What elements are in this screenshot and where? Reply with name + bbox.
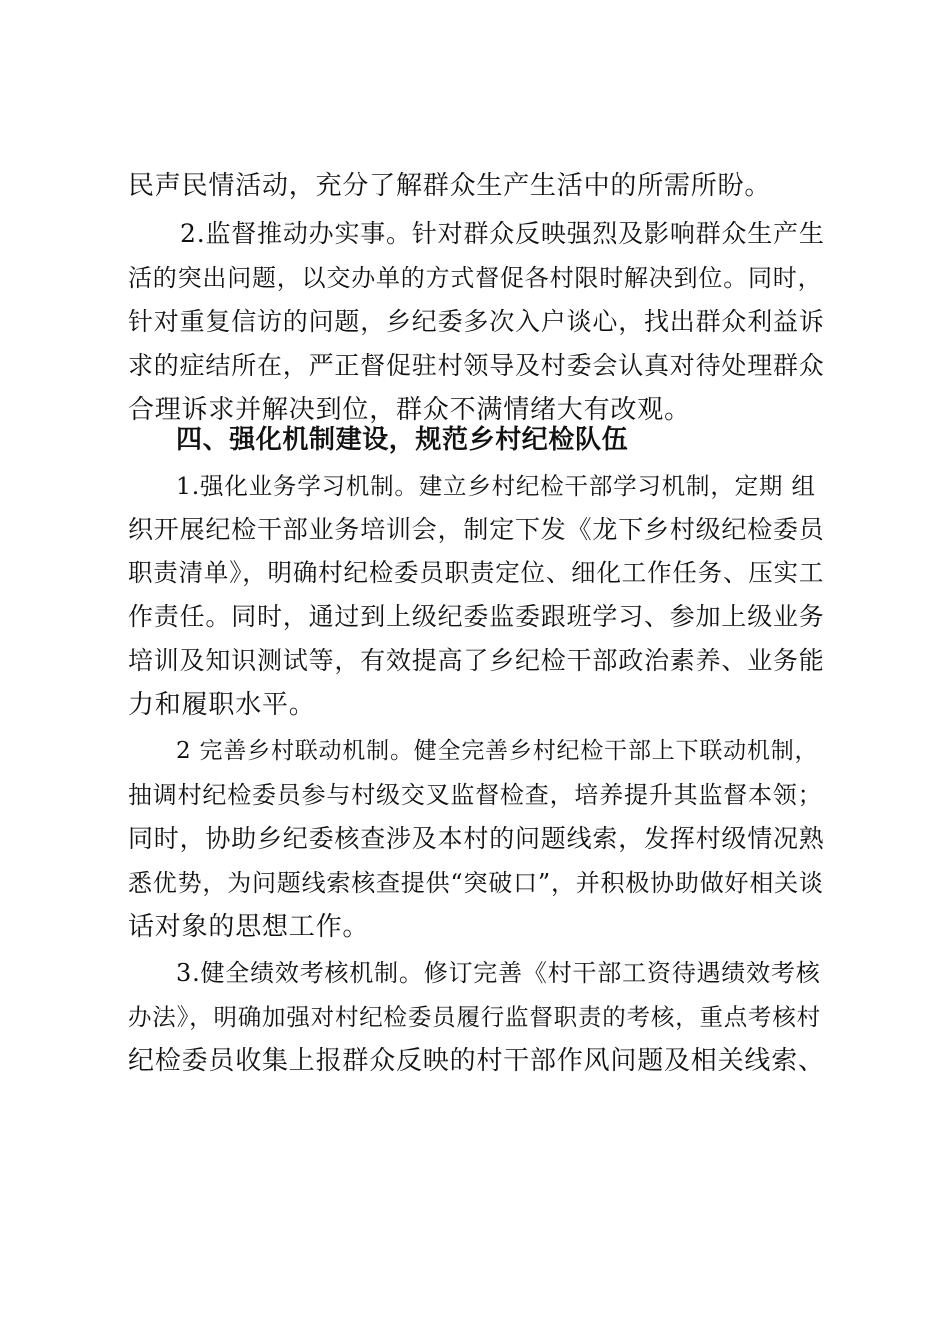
text-line: 悉优势，为问题线索核查提供“突破口”，并积极协助做好相关谈 (128, 869, 824, 897)
text-line: 力和履职水平。 (128, 690, 316, 720)
text-line: 织开展纪检干部业务培训会，制定下发《龙下乡村级纪检委员 (128, 515, 825, 544)
text-line: 民声民情活动，充分了解群众生产生活中的所需所盼。 (128, 171, 772, 201)
text-line: 纪检委员收集上报群众反映的村干部作风问题及相关线索、 (128, 1046, 825, 1076)
text-line: 培训及知识测试等，有效提高了乡纪检干部政治素养、业务能 (128, 646, 825, 675)
text-line: 合理诉求并解决到位，群众不满情绪大有改观。 (128, 395, 691, 425)
text-line: 活的突出问题，以交办单的方式督促各村限时解决到位。同时， (128, 264, 823, 292)
text-line: 抽调村纪检委员参与村级交叉监督检查，培养提升其监督本领； (128, 781, 823, 809)
text-line: 话对象的思想工作。 (128, 912, 370, 942)
text-line: 针对重复信访的问题，乡纪委多次入户谈心，找出群众利益诉 (128, 307, 825, 336)
text-line: 作责任。同时，通过到上级纪委监委跟班学习、参加上级业务 (128, 602, 825, 631)
text-line: 3.健全绩效考核机制。修订完善《村干部工资待遇绩效考核 (176, 959, 821, 987)
text-line: 求的症结所在，严正督促驻村领导及村委会认真对待处理群众 (128, 351, 825, 380)
text-line: 同时，协助乡纪委核查涉及本村的问题线索，发挥村级情况熟 (128, 824, 825, 853)
text-line: 办法》，明确加强对村纪检委员履行监督职责的考核，重点考核村 (128, 1003, 821, 1031)
section-heading: 四、强化机制建设，规范乡村纪检队伍 (176, 425, 629, 455)
text-line: 2.监督推动办实事。针对群众反映强烈及影响群众生产生 (180, 219, 825, 248)
text-line: 2 完善乡村联动机制。健全完善乡村纪检干部上下联动机制， (176, 738, 819, 764)
text-line: 职责清单》，明确村纪检委员职责定位、细化工作任务、压实工 (128, 558, 825, 587)
text-line: 1.强化业务学习机制。建立乡村纪检干部学习机制，定期 组 (176, 472, 816, 500)
